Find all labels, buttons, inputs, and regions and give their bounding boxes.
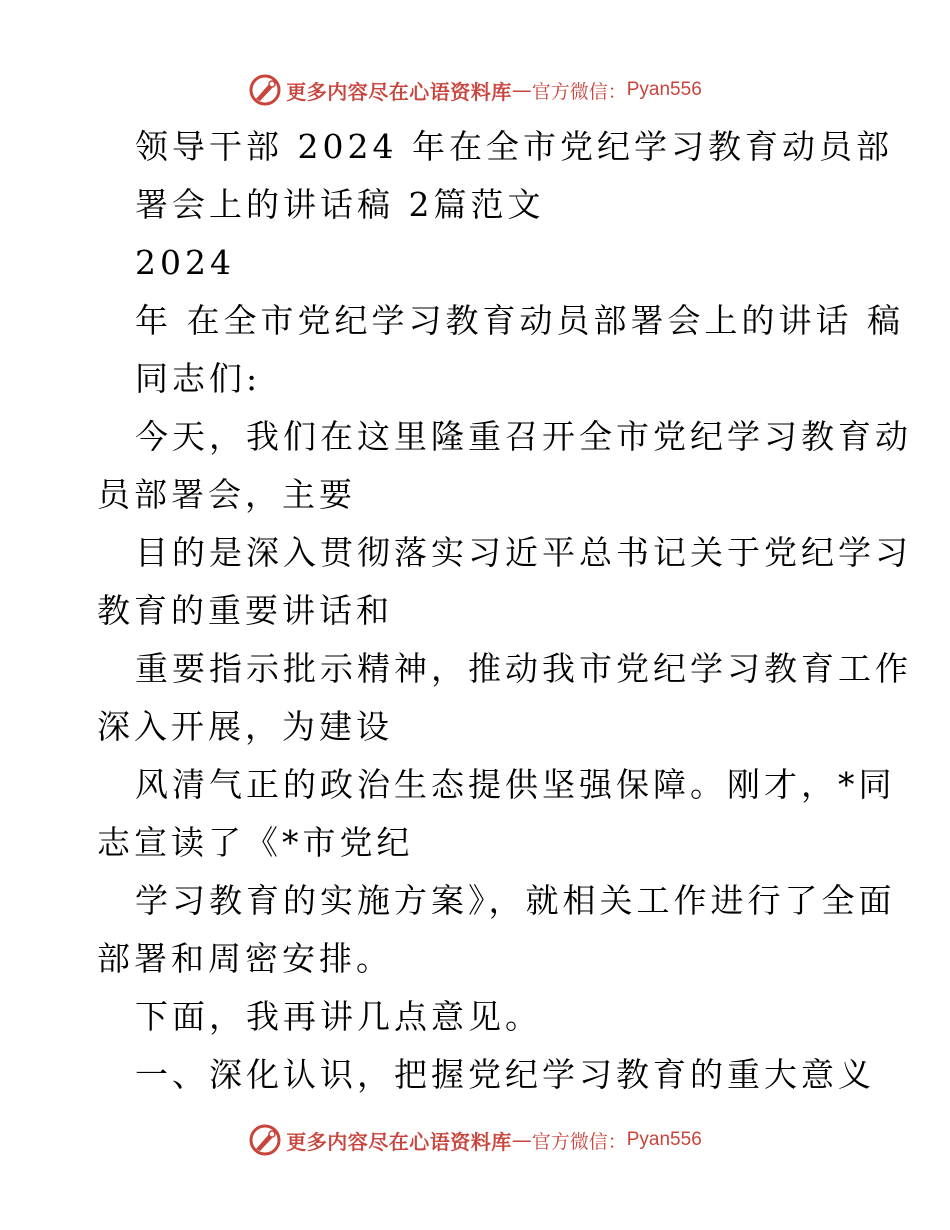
watermark-site: 更多内容尽在心语资料库 (286, 1129, 512, 1154)
text-line: 同志们: (135, 359, 262, 398)
text-line: 下面，我再讲几点意见。 (135, 997, 542, 1036)
watermark-separator: — (511, 1128, 532, 1152)
watermark-site: 更多内容尽在心语资料库 (286, 79, 512, 104)
watermark-label: 官方微信： (531, 80, 627, 103)
text-line: 深入开展，为建设 (97, 707, 393, 746)
section-heading: 一、深化认识，把握党纪学习教育的重大意义 (135, 1055, 875, 1094)
watermark-label: 官方微信： (531, 1130, 627, 1153)
text-line: 今天，我们在这里隆重召开全市党纪学习教育动 (135, 417, 912, 456)
text-line: 部署和周密安排。 (97, 939, 393, 978)
text-line: 重要指示批示精神，推动我市党纪学习教育工作 (135, 649, 912, 688)
text-line: 教育的重要讲话和 (97, 591, 393, 630)
text-line: 员部署会，主要 (97, 475, 356, 514)
watermark-id: Pyan556 (626, 79, 702, 100)
pen-logo-icon (248, 73, 282, 107)
watermark-id: Pyan556 (626, 1129, 702, 1150)
title-line-1: 领导干部 2024 年在全市党纪学习教育动员部 (135, 127, 893, 166)
text-line: 学习教育的实施方案》，就相关工作进行了全面 (135, 881, 896, 920)
footer-watermark (0, 1120, 950, 1160)
title-line-2: 署会上的讲话稿 2篇范文 (135, 185, 545, 224)
text-line: 志宣读了《*市党纪 (97, 823, 414, 862)
text-line: 年 在全市党纪学习教育动员部署会上的讲话 稿 (135, 301, 904, 340)
text-line: 目的是深入贯彻落实习近平总书记关于党纪学习 (135, 533, 912, 572)
pen-logo-icon (248, 1123, 282, 1157)
header-watermark (0, 70, 950, 110)
text-line: 风清气正的政治生态提供坚强保障。刚才，*同 (135, 765, 896, 804)
text-line: 2024 (135, 243, 235, 282)
watermark-separator: — (511, 78, 532, 102)
